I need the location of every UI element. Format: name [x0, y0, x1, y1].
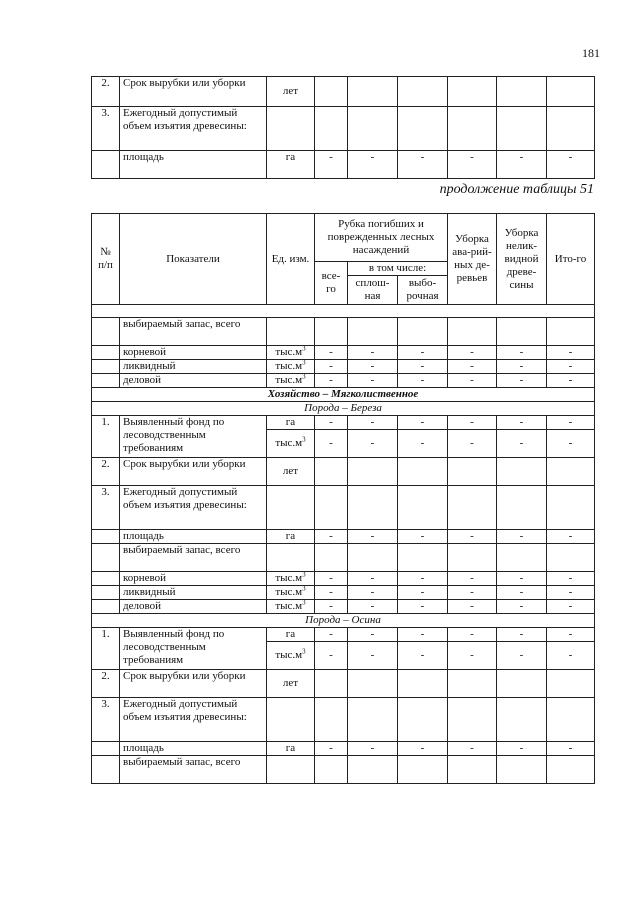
table-cell: -	[398, 586, 448, 600]
table-cell	[497, 756, 547, 784]
table-cell: -	[547, 600, 595, 614]
row-label: Срок вырубки или уборки	[120, 77, 267, 107]
row-label: корневой	[120, 572, 267, 586]
table-cell: -	[398, 628, 448, 642]
table-cell: -	[398, 151, 448, 179]
table-cell	[315, 458, 348, 486]
table-cell: -	[497, 572, 547, 586]
table-cell	[497, 698, 547, 742]
table-cell: -	[497, 374, 547, 388]
table-cell	[398, 486, 448, 530]
table-cell: -	[315, 742, 348, 756]
table-caption: продолжение таблицы 51	[439, 182, 594, 197]
row-label: площадь	[120, 151, 267, 179]
table-cell: -	[448, 572, 497, 586]
row-label: выбираемый запас, всего	[120, 318, 267, 346]
table-cell	[497, 486, 547, 530]
table-cell: -	[448, 360, 497, 374]
table-cell	[92, 151, 120, 179]
table-cell	[448, 670, 497, 698]
table-cell	[348, 77, 398, 107]
table-cell	[448, 318, 497, 346]
unit-text: тыс.м	[275, 360, 303, 372]
table-cell: -	[315, 628, 348, 642]
table-cell	[267, 360, 315, 374]
row-label: Выявленный фонд по лесоводственным требованиям	[120, 416, 267, 458]
unit-text: тыс.м	[275, 586, 303, 598]
table-cell	[448, 458, 497, 486]
table-cell: -	[547, 586, 595, 600]
table-row	[92, 77, 595, 107]
table-cell: -	[497, 530, 547, 544]
table-cell	[348, 544, 398, 572]
table-row	[92, 628, 595, 642]
table-cell	[348, 458, 398, 486]
table-cell: -	[497, 360, 547, 374]
table-cell	[398, 107, 448, 151]
unit-text: тыс.м	[275, 346, 303, 358]
table-cell	[398, 670, 448, 698]
table-cell: -	[315, 416, 348, 430]
table-cell: -	[547, 530, 595, 544]
table-cell: -	[315, 600, 348, 614]
table-cell	[348, 756, 398, 784]
table-row	[92, 416, 595, 430]
header-clear: сплош-ная	[348, 276, 398, 305]
table-cell: -	[448, 642, 497, 670]
table-cell	[267, 318, 315, 346]
table-cell	[398, 458, 448, 486]
table-cell: га	[267, 742, 315, 756]
table-row	[92, 698, 595, 742]
table-cell: -	[398, 346, 448, 360]
table-cell	[398, 77, 448, 107]
header-dead-felling: Рубка погибших и поврежденных лесных насаждений	[315, 214, 448, 262]
table-cell	[92, 572, 120, 586]
section-row	[92, 388, 595, 402]
table-cell: -	[448, 430, 497, 458]
unit-text: 3	[302, 373, 306, 381]
table-cell: -	[315, 374, 348, 388]
header-incl: в том числе:	[348, 262, 448, 276]
header-row	[92, 214, 595, 262]
table-cell: -	[315, 530, 348, 544]
table-cell: -	[348, 530, 398, 544]
table-cell	[92, 360, 120, 374]
table-cell	[547, 486, 595, 530]
table-cell	[92, 756, 120, 784]
table-row	[92, 360, 595, 374]
table-cell: лет	[267, 670, 315, 698]
table-cell	[497, 77, 547, 107]
table-cell: -	[348, 628, 398, 642]
unit-text: 3	[302, 345, 306, 353]
table-row	[92, 486, 595, 530]
table-cell	[92, 374, 120, 388]
unit-text: тыс.м	[275, 572, 303, 584]
table-cell	[348, 670, 398, 698]
table-row	[92, 151, 595, 179]
table-cell	[348, 698, 398, 742]
table-cell: -	[398, 600, 448, 614]
table-cell: -	[547, 151, 595, 179]
table-cell	[497, 107, 547, 151]
table-row	[92, 572, 595, 586]
table-cell	[315, 107, 348, 151]
table-cell	[92, 530, 120, 544]
table-cell	[267, 756, 315, 784]
table-cell: -	[448, 628, 497, 642]
table-cell: -	[348, 346, 398, 360]
table-cell	[547, 77, 595, 107]
table-main	[91, 213, 595, 784]
table-cell: -	[497, 600, 547, 614]
header-num: № п/п	[92, 214, 120, 305]
table-cell: -	[497, 430, 547, 458]
table-cell	[547, 756, 595, 784]
table-cell	[547, 107, 595, 151]
table-cell	[448, 77, 497, 107]
table-cell: га	[267, 416, 315, 430]
table-row	[92, 318, 595, 346]
table-cell: -	[497, 642, 547, 670]
table-cell: -	[315, 430, 348, 458]
header-unit: Ед. изм.	[267, 214, 315, 305]
table-cell: -	[348, 374, 398, 388]
table-cell	[497, 544, 547, 572]
table-cell: -	[315, 572, 348, 586]
table-cell	[398, 756, 448, 784]
table-cell: -	[547, 430, 595, 458]
table-cell	[267, 430, 315, 458]
table-cell	[267, 572, 315, 586]
row-label: выбираемый запас, всего	[120, 544, 267, 572]
table-cell: -	[348, 416, 398, 430]
table-cell: -	[448, 530, 497, 544]
table-cell: -	[315, 151, 348, 179]
table-cell	[547, 698, 595, 742]
table-cell: -	[348, 586, 398, 600]
header-total: все-го	[315, 262, 348, 305]
table-cell	[448, 756, 497, 784]
table-cell: -	[315, 346, 348, 360]
table-cell: -	[348, 600, 398, 614]
unit-text: тыс.м	[275, 649, 303, 661]
table-cell	[267, 698, 315, 742]
section-birch: Порода – Береза	[92, 402, 595, 416]
unit-text: 3	[302, 647, 306, 656]
section-aspen: Порода – Осина	[92, 614, 595, 628]
table-cell	[92, 318, 120, 346]
table-cell	[547, 458, 595, 486]
unit-cell: лет	[267, 77, 315, 107]
table-cell: -	[315, 586, 348, 600]
table-cell	[92, 586, 120, 600]
unit-text: тыс.м	[275, 374, 303, 386]
table-cell: -	[547, 642, 595, 670]
table-cell	[267, 586, 315, 600]
row-label: ликвидный	[120, 360, 267, 374]
table-cell	[497, 458, 547, 486]
table-cell: -	[547, 416, 595, 430]
table-row	[92, 346, 595, 360]
table-cell: -	[315, 360, 348, 374]
unit-text: тыс.м	[275, 600, 303, 612]
table-cell: -	[398, 742, 448, 756]
table-cell: 3.	[92, 698, 120, 742]
table-cell: -	[348, 742, 398, 756]
table-cell: -	[547, 742, 595, 756]
table-cell: -	[348, 572, 398, 586]
table-cell: -	[315, 642, 348, 670]
table-cell	[92, 600, 120, 614]
table-cell: -	[497, 346, 547, 360]
table-cell	[267, 374, 315, 388]
table-cell	[267, 600, 315, 614]
row-label: Срок вырубки или уборки	[120, 670, 267, 698]
unit-text: 3	[302, 359, 306, 367]
table-cell: -	[448, 151, 497, 179]
table-row	[92, 586, 595, 600]
table-cell: -	[547, 346, 595, 360]
table-cell: -	[348, 430, 398, 458]
table-row	[92, 600, 595, 614]
table-cell: 1.	[92, 416, 120, 458]
table-cell	[267, 346, 315, 360]
unit-text: 3	[302, 599, 306, 607]
unit-cell: га	[267, 151, 315, 179]
table-cell: -	[348, 642, 398, 670]
table-cell	[448, 544, 497, 572]
table-cell	[315, 486, 348, 530]
table-cell: -	[348, 151, 398, 179]
table-cell	[497, 318, 547, 346]
table-row	[92, 756, 595, 784]
table-cell	[267, 107, 315, 151]
table-cell: -	[448, 586, 497, 600]
table-cell	[267, 486, 315, 530]
table-row	[92, 742, 595, 756]
table-cell: -	[497, 628, 547, 642]
table-cell: -	[497, 586, 547, 600]
page-number: 181	[582, 46, 600, 60]
row-label: Выявленный фонд по лесоводственным требованиям	[120, 628, 267, 670]
table-cell: -	[398, 360, 448, 374]
table-cell: 2.	[92, 670, 120, 698]
table-row	[92, 544, 595, 572]
unit-text: 3	[302, 571, 306, 579]
table-cell	[267, 544, 315, 572]
table-cell: -	[448, 416, 497, 430]
unit-text: 3	[302, 435, 306, 444]
table-cell	[398, 544, 448, 572]
table-cell	[315, 698, 348, 742]
row-number: 3.	[92, 107, 120, 151]
row-label: Ежегодный допустимый объем изъятия древесины:	[120, 107, 267, 151]
table-cell: -	[448, 374, 497, 388]
table-cell	[348, 486, 398, 530]
table-cell	[92, 346, 120, 360]
table-cell	[398, 698, 448, 742]
row-number: 2.	[92, 77, 120, 107]
table-cell	[92, 544, 120, 572]
table-cell: -	[497, 742, 547, 756]
table-cell	[547, 670, 595, 698]
row-label: ликвидный	[120, 586, 267, 600]
row-label: Срок вырубки или уборки	[120, 458, 267, 486]
table-cell: -	[398, 572, 448, 586]
table-cell	[448, 107, 497, 151]
table-cell: -	[448, 742, 497, 756]
table-cell	[315, 318, 348, 346]
table-cell	[448, 486, 497, 530]
table-cell	[448, 698, 497, 742]
table-cell	[348, 318, 398, 346]
table-cell: 2.	[92, 458, 120, 486]
table-cell: -	[398, 416, 448, 430]
table-cell	[267, 642, 315, 670]
table-cell	[547, 544, 595, 572]
header-emergency: Уборка ава-рий-ных де-ревьев	[448, 214, 497, 305]
table-row	[92, 458, 595, 486]
row-label: выбираемый запас, всего	[120, 756, 267, 784]
table-row	[92, 374, 595, 388]
table-cell: 1.	[92, 628, 120, 670]
table-cell: -	[398, 530, 448, 544]
table-cell	[315, 77, 348, 107]
row-label: деловой	[120, 600, 267, 614]
table-cell	[547, 318, 595, 346]
table-cell	[315, 756, 348, 784]
table-cell	[315, 670, 348, 698]
table-cell	[398, 318, 448, 346]
table-cell: -	[547, 360, 595, 374]
table-cell: -	[547, 374, 595, 388]
header-unwanted: Уборка нелик-видной древе-сины	[497, 214, 547, 305]
table-cell: -	[448, 346, 497, 360]
table-cell: -	[398, 430, 448, 458]
table-cell: -	[497, 416, 547, 430]
section-farm: Хозяйство – Мягколиственное	[92, 388, 595, 402]
row-label: площадь	[120, 530, 267, 544]
table-row	[92, 530, 595, 544]
table-cell: га	[267, 628, 315, 642]
table-cell: -	[398, 374, 448, 388]
table-cell: -	[547, 628, 595, 642]
table-cell: -	[398, 642, 448, 670]
table-row	[92, 107, 595, 151]
table-cell: -	[547, 572, 595, 586]
section-row	[92, 402, 595, 416]
row-label: деловой	[120, 374, 267, 388]
table-cell	[348, 107, 398, 151]
table-cell	[92, 305, 595, 318]
table-cell: га	[267, 530, 315, 544]
table-cell: -	[448, 600, 497, 614]
header-selective: выбо-рочная	[398, 276, 448, 305]
section-row	[92, 614, 595, 628]
row-label: Ежегодный допустимый объем изъятия древесины:	[120, 486, 267, 530]
table-top	[91, 76, 595, 179]
table-row	[92, 670, 595, 698]
table-cell: -	[497, 151, 547, 179]
table-cell	[92, 742, 120, 756]
unit-text: тыс.м	[275, 437, 303, 449]
unit-text: 3	[302, 585, 306, 593]
table-cell: -	[348, 360, 398, 374]
row-label: площадь	[120, 742, 267, 756]
row-label: корневой	[120, 346, 267, 360]
table-cell: лет	[267, 458, 315, 486]
header-indicators: Показатели	[120, 214, 267, 305]
table-cell: 3.	[92, 486, 120, 530]
table-cell	[315, 544, 348, 572]
header-sum: Ито-го	[547, 214, 595, 305]
table-cell	[497, 670, 547, 698]
row-label: Ежегодный допустимый объем изъятия древесины:	[120, 698, 267, 742]
